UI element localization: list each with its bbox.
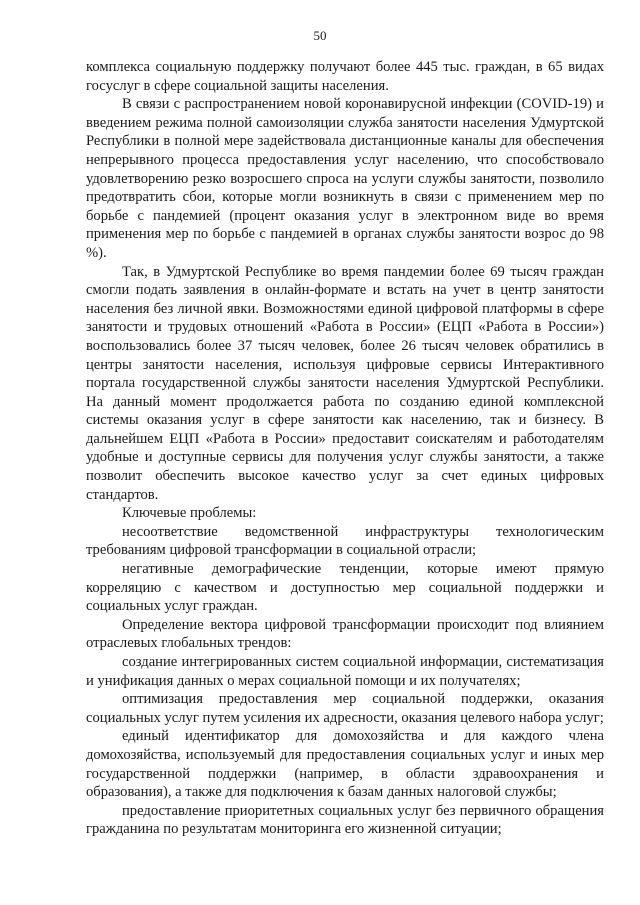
document-body	[86, 58, 604, 839]
paragraph-online-applications: Так, в Удмуртской Республике во время пандемии более 69 тысяч граждан смогли подать заявления в онлайн-формате и встать на учет в центр занятости населения без личной явки. Возможностями единой цифровой платформы в сфере занятости и трудовых отношений «Работа в России» (ЕЦП «Работа в России») воспользовались более 37 тысяч человек, более 26 тысяч человек обратились в центры занятости населения, используя цифровые сервисы Интерактивного портала государственной службы занятости населения Удмуртской Республики. На данный момент продолжается работа по созданию единой комплексной системы оказания услуг в сфере занятости как населению, так и бизнесу. В дальнейшем ЕЦП «Работа в России» предоставит соискателям и работодателям удобные и доступные сервисы для получения услуг службы занятости, а также позволит обеспечить высокое качество услуг за счет единых цифровых стандартов.	[86, 263, 604, 503]
paragraph-trend-household-id: единый идентификатор для домохозяйства и для каждого члена домохозяйства, используемый для предоставления социальных услуг и иных мер государственной поддержки (например, в области здравоохранения и образования), а также для подключения к базам данных налоговой службы;	[86, 728, 604, 801]
paragraph-transformation-vector: Определение вектора цифровой трансформации происходит под влиянием отраслевых глобальных трендов:	[86, 616, 604, 652]
page-number: 50	[313, 28, 327, 43]
paragraph-trend-proactive-services: предоставление приоритетных социальных услуг без первичного обращения гражданина по результатам мониторинга его жизненной ситуации;	[86, 802, 604, 838]
paragraph-key-problems-heading: Ключевые проблемы:	[122, 505, 257, 522]
paragraph-trend-optimization: оптимизация предоставления мер социальной поддержки, оказания социальных услуг путем усиления их адресности, оказания целевого набора услуг;	[86, 691, 604, 726]
paragraph-problem-demographics: негативные демографические тенденции, которые имеют прямую корреляцию с качеством и доступностью мер социальной поддержки и социальных услуг граждан.	[86, 561, 604, 615]
paragraph-covid-employment-service: В связи с распространением новой коронавирусной инфекции (COVID-19) и введением режима полной самоизоляции служба занятости населения Удмуртской Республики в полной мере задействовала дистанционные каналы для обеспечения непрерывного процесса предоставления услуг населению, что способствовало удовлетворению резко возросшего спроса на услуги службы занятости, позволило предотвратить сбои, которые могли возникнуть в связи с применением мер по борьбе с пандемией (процент оказания услуг в электронном виде во время применения мер по борьбе с пандемией в органах службы занятости возрос до 98 %).	[86, 96, 604, 261]
paragraph-trend-integrated-systems: создание интегрированных систем социальной информации, систематизация и унификация данных о мерах социальной помощи и их получателях;	[86, 654, 604, 689]
paragraph-problem-infrastructure: несоответствие ведомственной инфраструктуры технологическим требованиям цифровой трансформации в социальной отрасли;	[86, 523, 604, 559]
paragraph-social-support-continuation: комплекса социальную поддержку получают более 445 тыс. граждан, в 65 видах госуслуг в сфере социальной защиты населения.	[86, 59, 604, 94]
